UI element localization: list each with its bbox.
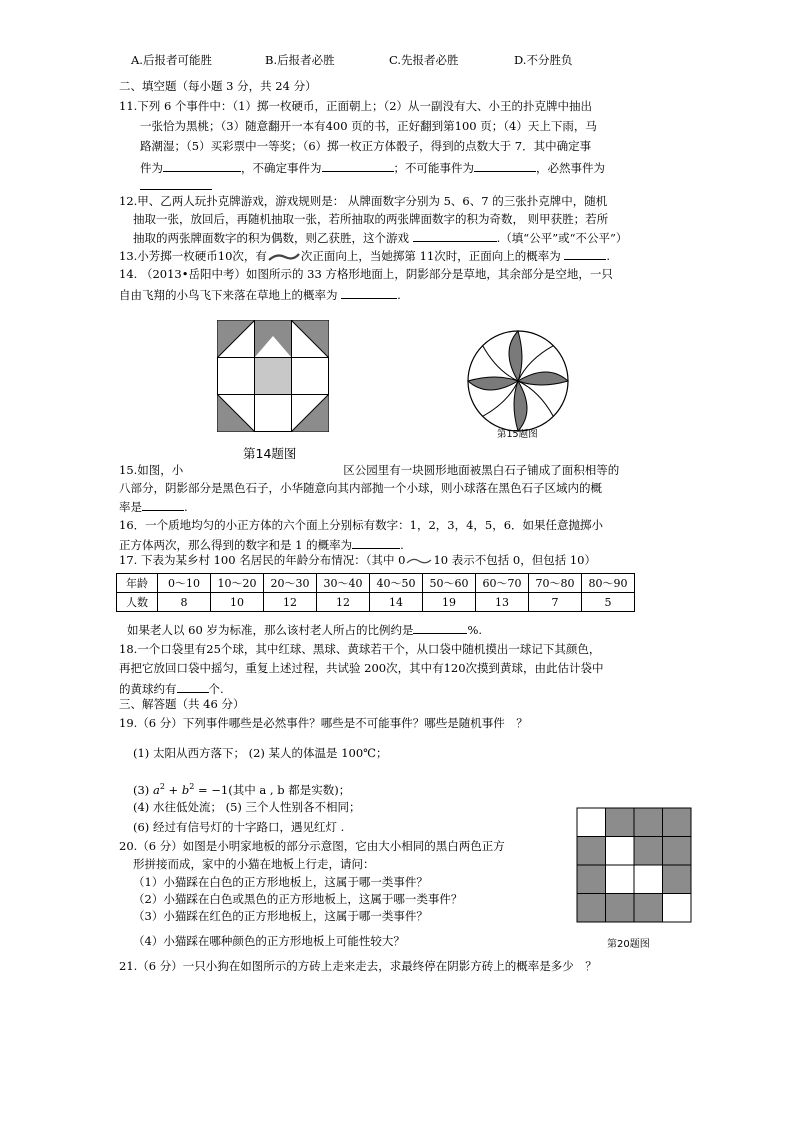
q17-blank[interactable] bbox=[413, 621, 467, 634]
section2-title: 二、填空题 bbox=[119, 79, 177, 93]
count-cell: 5 bbox=[582, 593, 635, 612]
q11-line5 bbox=[140, 177, 212, 194]
section3-title: 三、解答题 bbox=[119, 697, 177, 711]
q18-line2: 再把它放回口袋中摇匀，重复上述过程，共试验 200次，其中有120次摸到黄球，由此估计袋中 bbox=[119, 661, 604, 675]
q14-line1: 14. （2013•岳阳中考）如图所示的 33 方格形地面上，阴影部分是草地，其余部分是空地，一只 bbox=[119, 267, 613, 281]
age-cell: 60～70 bbox=[476, 574, 529, 593]
fig20-dark-tile bbox=[663, 837, 692, 866]
fig14-grid bbox=[217, 320, 329, 432]
q11-text-d: ，必然事件为 bbox=[536, 161, 605, 175]
q18-blank[interactable] bbox=[177, 680, 209, 693]
q17-after bbox=[127, 621, 482, 638]
q12-blank[interactable] bbox=[413, 229, 497, 242]
age-cell: 0～10 bbox=[158, 574, 211, 593]
q19-i3-eq: = −1 bbox=[194, 782, 229, 797]
q21-line: 21.（6 分）一只小狗在如图所示的方砖上走来走去，求最终停在阴影方砖上的概率是多少 ？ bbox=[119, 959, 597, 973]
fig14-center bbox=[255, 358, 292, 395]
fig20-dark-tile bbox=[577, 837, 606, 866]
q19-i3-prefix: (3) bbox=[133, 782, 153, 797]
q16-text-a: 正方体两次，那么得到的数字和是 1 的概率为 bbox=[119, 538, 353, 552]
q20-sub1: （1）小猫踩在白色的正方形地板上，这属于哪一类事件？ bbox=[133, 875, 428, 889]
fig20-dark-tile bbox=[634, 894, 663, 923]
option-b: B.后报者必胜 bbox=[265, 53, 335, 67]
q15-text-b: 区公园里有一块圆形地面被黑白石子铺成了面积相等的 bbox=[343, 463, 620, 477]
q18-text-a: 的黄球约有 bbox=[119, 682, 177, 696]
q17-intro-a: 17. 下表为某乡村 100 名居民的年龄分布情况：（其中 0 bbox=[119, 553, 406, 567]
q17-intro bbox=[119, 553, 596, 568]
fig20-white-tile bbox=[606, 837, 635, 866]
fig20-white-tile bbox=[577, 808, 606, 837]
fig20-dark-tile bbox=[606, 808, 635, 837]
q15-text-a2: 率是 bbox=[119, 500, 142, 514]
age-cell: 50～60 bbox=[423, 574, 476, 593]
q11-blank-certain[interactable] bbox=[163, 159, 241, 172]
q15-text-c: . bbox=[184, 500, 188, 514]
q15-text-a: 15.如图，小 bbox=[119, 463, 184, 477]
count-cell: 19 bbox=[423, 593, 476, 612]
q14-text-a: 自由飞翔的小鸟飞下来落在草地上的概率为 bbox=[119, 288, 338, 302]
q19-i3-a: a bbox=[152, 782, 160, 797]
option-c: C.先报者必胜 bbox=[389, 53, 459, 67]
fig14-caption: 第14题图 bbox=[243, 446, 297, 461]
q15-line2: 八部分，阴影部分是黑色石子，小华随意向其内部抛一个小球，则小球落在黑色石子区域内的概 bbox=[119, 481, 602, 495]
q18-line3 bbox=[119, 680, 224, 697]
section2-note: （每小题 3 分，共 24 分） bbox=[176, 79, 317, 93]
q12-line3 bbox=[133, 229, 627, 246]
count-row bbox=[117, 593, 635, 612]
q17-after-a: 如果老人以 60 岁为标准，那么该村老人所占的比例约是 bbox=[127, 623, 414, 637]
q13-blank[interactable] bbox=[564, 247, 606, 260]
fig20-dark-tile bbox=[577, 894, 606, 923]
q13-text-a: 13.小芳掷一枚硬币10次，有 bbox=[119, 249, 267, 263]
q19-i3-exp2: 2 bbox=[189, 782, 195, 791]
q18-line1: 18.一个口袋里有25个球，其中红球、黑球、黄球若干个，从口袋中随机摸出一球记下其颜色， bbox=[119, 642, 601, 656]
q19-i3-b: b bbox=[181, 782, 190, 797]
q19-i3-exp1: 2 bbox=[159, 782, 165, 791]
q15-line3 bbox=[119, 498, 188, 515]
fig20-caption: 第20题图 bbox=[607, 939, 650, 950]
q19-item6: (6) 经过有信号灯的十字路口，遇见红灯 . bbox=[133, 820, 345, 834]
section3-note: （共 46 分） bbox=[176, 697, 245, 711]
q12-line1: 12.甲、乙两人玩扑克牌游戏，游戏规则是： 从牌面数字分别为 5、6、7 的三张扑克牌中，随机 bbox=[119, 194, 608, 208]
q11-text-c: ；不可能事件为 bbox=[393, 161, 474, 175]
fig20-dark-tile bbox=[577, 865, 606, 894]
q16-line2 bbox=[119, 536, 404, 553]
age-cell: 40～50 bbox=[370, 574, 423, 593]
q19-i3-note: (其中 a , b 都是实数)； bbox=[228, 782, 351, 797]
fig20-dark-tile bbox=[606, 894, 635, 923]
q16-text-b: . bbox=[400, 538, 404, 552]
fig20-grid bbox=[576, 807, 692, 923]
q16-blank[interactable] bbox=[352, 536, 400, 549]
q14-line2 bbox=[119, 286, 401, 303]
count-cell: 12 bbox=[264, 593, 317, 612]
section2-heading bbox=[119, 79, 317, 94]
fig15-disc bbox=[466, 329, 570, 433]
age-row bbox=[117, 574, 635, 593]
q12-text-a: 抽取的两张牌面数字的积为偶数，则乙获胜，这个游戏 bbox=[133, 231, 409, 245]
q11-line2: 一张恰为黑桃；（3）随意翻开一本有400 页的书，正好翻到第100 页；（4）天上下雨，马 bbox=[140, 119, 597, 133]
option-d: D.不分胜负 bbox=[514, 53, 573, 67]
q11-blank-impossible[interactable] bbox=[474, 159, 536, 172]
fig20-white-tile bbox=[634, 865, 663, 894]
age-cell: 10～20 bbox=[211, 574, 264, 593]
q17-after-b: %. bbox=[467, 623, 483, 637]
q12-line2: 抽取一张，放回后，再随机抽取一张，若所抽取的两张牌面数字的积为奇数， 则甲获胜；若所 bbox=[133, 212, 609, 226]
q11-text-b: ，不确定事件为 bbox=[241, 161, 322, 175]
q11-line3: 路潮湿；（5）买彩票中一等奖；（6）掷一枚正方体骰子，得到的点数大于 7．其中确定事 bbox=[140, 139, 592, 153]
q15-line1 bbox=[119, 463, 619, 478]
fig20-dark-tile bbox=[634, 837, 663, 866]
q20-line2: 形拼接而成，家中的小猫在地板上行走，请问： bbox=[133, 857, 375, 871]
count-cell: 10 bbox=[211, 593, 264, 612]
q15-blank[interactable] bbox=[142, 498, 184, 511]
q20-sub2: （2）小猫踩在白色或黑色的正方形地板上，这属于哪一类事件？ bbox=[133, 892, 463, 906]
q12-text-b: .（填“公平”或“不公平”） bbox=[496, 231, 628, 245]
count-cell: 12 bbox=[317, 593, 370, 612]
count-row-label: 人数 bbox=[117, 593, 158, 612]
option-a: A.后报者可能胜 bbox=[131, 53, 212, 67]
count-cell: 13 bbox=[476, 593, 529, 612]
q20-sub3: （3）小猫踩在红色的正方形地板上，这属于哪一类事件？ bbox=[133, 909, 428, 923]
q16-line1: 16．一个质地均匀的小正方体的六个面上分别标有数字：1，2，3，4，5，6．如果任意抛掷小 bbox=[119, 518, 604, 532]
age-row-label: 年龄 bbox=[117, 574, 158, 593]
age-table bbox=[116, 573, 635, 612]
scribble-blank-icon bbox=[267, 251, 301, 263]
q20-sub4: （4）小猫踩在哪种颜色的正方形地板上可能性较大？ bbox=[133, 934, 405, 948]
q19-item4: (4) 水往低处流； (5) 三个人性别各不相同； bbox=[133, 800, 361, 814]
fig20-dark-tile bbox=[663, 865, 692, 894]
q13-line bbox=[119, 247, 610, 264]
q17-intro-b: 10 表示不包括 0，但包括 10） bbox=[433, 553, 596, 567]
fig15-caption: 第15题图 bbox=[497, 429, 538, 440]
tilde-glyph-icon bbox=[405, 556, 433, 566]
count-cell: 8 bbox=[158, 593, 211, 612]
fig20-dark-tile bbox=[663, 808, 692, 837]
q20-line1: 20.（6 分）如图是小明家地板的部分示意图，它由大小相同的黑白两色正方 bbox=[119, 839, 505, 853]
count-cell: 7 bbox=[529, 593, 582, 612]
count-cell: 14 bbox=[370, 593, 423, 612]
q11-blank-certain-event[interactable] bbox=[140, 177, 212, 190]
age-cell: 80～90 bbox=[582, 574, 635, 593]
age-cell: 30～40 bbox=[317, 574, 370, 593]
q11-line1: 11.下列 6 个事件中：（1）掷一枚硬币，正面朝上；（2）从一副没有大、小王的扑克牌中抽出 bbox=[119, 99, 593, 113]
q13-text-b: 次正面向上，当她掷第 11次时，正面向上的概率为 bbox=[300, 249, 561, 263]
q14-text-b: . bbox=[397, 288, 401, 302]
fig20-white-tile bbox=[663, 894, 692, 923]
section3-heading bbox=[119, 697, 244, 712]
q19-item1: (1) 太阳从西方落下； (2) 某人的体温是 100℃； bbox=[133, 746, 388, 760]
q11-blank-uncertain[interactable] bbox=[322, 159, 394, 172]
age-cell: 70～80 bbox=[529, 574, 582, 593]
q11-line4 bbox=[140, 159, 605, 176]
fig20-white-tile bbox=[606, 865, 635, 894]
q19-i3-plus: + bbox=[164, 782, 182, 797]
age-cell: 20～30 bbox=[264, 574, 317, 593]
q11-text-a: 件为 bbox=[140, 161, 163, 175]
q18-text-b: 个. bbox=[208, 682, 224, 696]
q14-blank[interactable] bbox=[341, 286, 397, 299]
q19-item3 bbox=[133, 779, 350, 798]
q13-text-c: . bbox=[606, 249, 611, 263]
q19-intro: 19.（6 分）下列事件哪些是必然事件？哪些是不可能事件？哪些是随机事件 ？ bbox=[119, 716, 528, 730]
fig20-dark-tile bbox=[634, 808, 663, 837]
